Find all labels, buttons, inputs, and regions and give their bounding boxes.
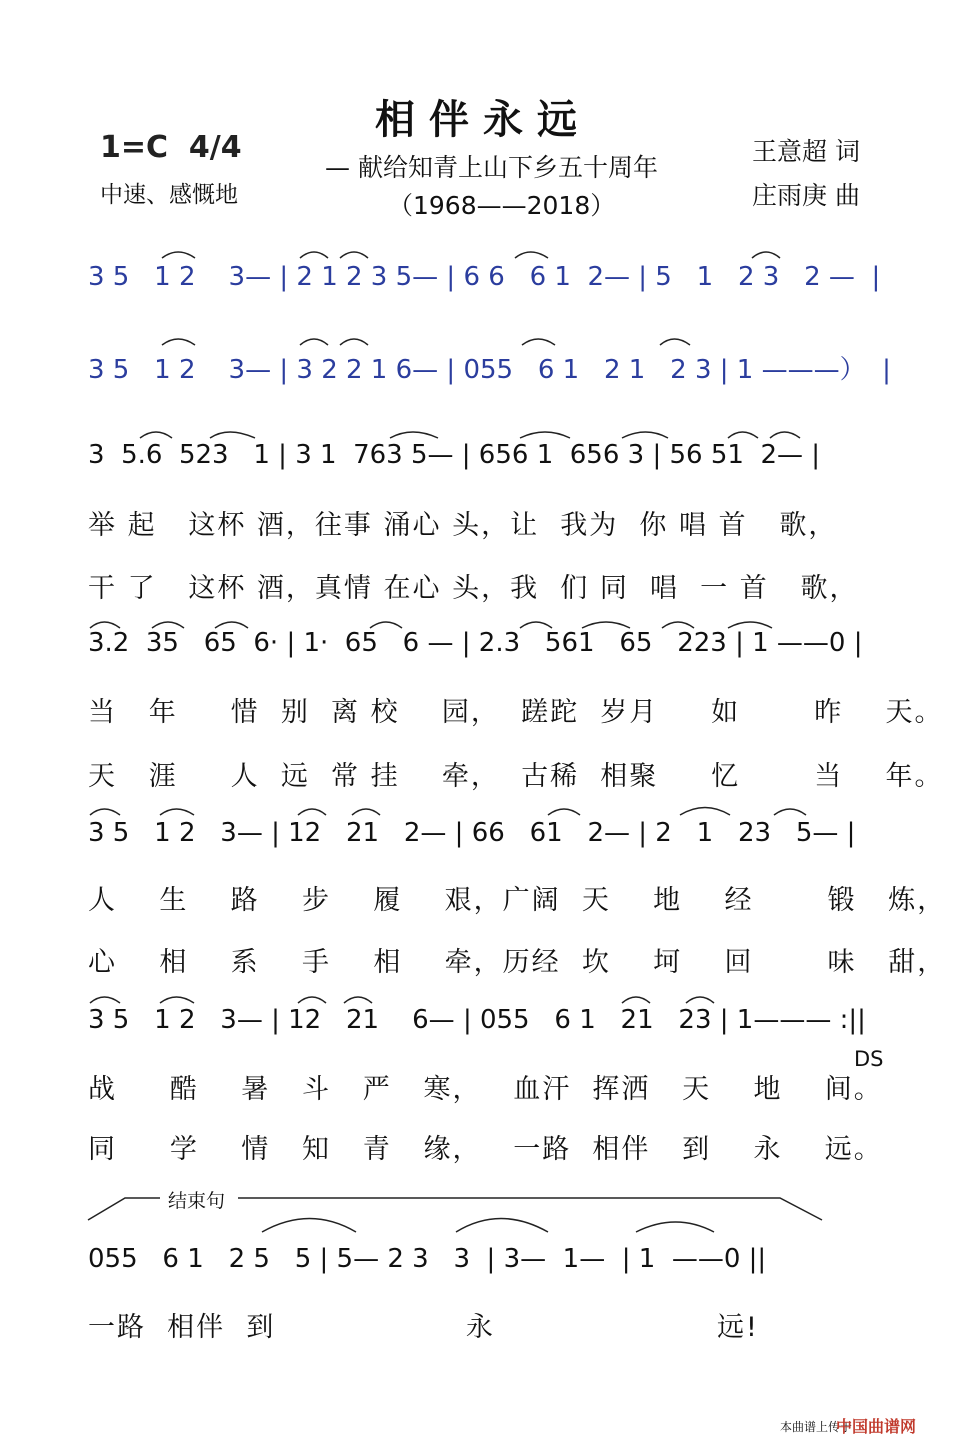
tempo-marking: 中速、感慨地 [100,182,238,208]
footer-text: 本曲谱上传于 [780,1420,853,1434]
score-line-7: 055 6 1 2 5 5 | 5— 2 3 3 | 3— 1— | 1 ——0 || [88,1244,767,1274]
footer-brand: 中国曲谱网 [836,1417,917,1436]
lyric-line-3: 当 年 惜 别 离 校 园， 蹉跎 岁月 如 昨 天。 [88,697,944,728]
lyricist-credit: 王意超 词 [752,137,860,166]
lyric-line-4: 天 涯 人 远 常 挂 牵， 古稀 相聚 忆 当 年。 [88,761,944,792]
score-line-6: 3 5 1 2 3— | 12 21 6— | 055 6 1 21 23 | 1——— :|| [88,1005,866,1035]
score-line-5: 3 5 1 2 3— | 12 21 2— | 66 61 2— | 2 1 23 5— | [88,818,856,848]
lyric-line-9: 一路 相伴 到 永 远! [88,1312,759,1343]
ds-mark: DS [854,1047,884,1071]
song-title: 相伴永远 [375,97,591,143]
score-line-3: 3 5.6 523 1 | 3 1 763 5— | 656 1 656 3 | 56 51 2— | [88,440,821,470]
lyric-line-6: 心 相 系 手 相 牵，历经 坎 坷 回 味 甜， [88,947,947,978]
lyric-line-5: 人 生 路 步 履 艰，广阔 天 地 经 锻 炼， [88,885,947,916]
score-line-4: 3.2 35 65 6· | 1· 65 6 — | 2.3 561 65 223 | 1 ——0 | [88,628,863,658]
key-signature: 1=C 4/4 [100,130,242,165]
lyric-line-7: 战 酷 暑 斗 严 寒， 血汗 挥洒 天 地 间。 [88,1074,883,1105]
ending-label: 结束句 [168,1190,226,1212]
score-line-1: 3 5 1 2 3— | 2 1 2 3 5— | 6 6 6 1 2— | 5 1 2 3 2 — | [88,262,881,292]
dedication-subtitle: — 献给知青上山下乡五十周年 [325,153,658,182]
lyric-line-8: 同 学 情 知 青 缘， 一路 相伴 到 永 远。 [88,1134,883,1165]
score-line-2: 3 5 1 2 3— | 3 2 2 1 6— | 055 6 1 2 1 2 3 | 1 ———） | [88,355,891,385]
lyric-line-1: 举 起 这杯 酒，往事 涌心 头，让 我为 你 唱 首 歌， [88,510,838,541]
lyric-line-2: 干 了 这杯 酒，真情 在心 头，我 们 同 唱 一 首 歌， [88,573,859,604]
year-range: （1968——2018） [388,191,616,220]
composer-credit: 庄雨庚 曲 [752,181,860,210]
